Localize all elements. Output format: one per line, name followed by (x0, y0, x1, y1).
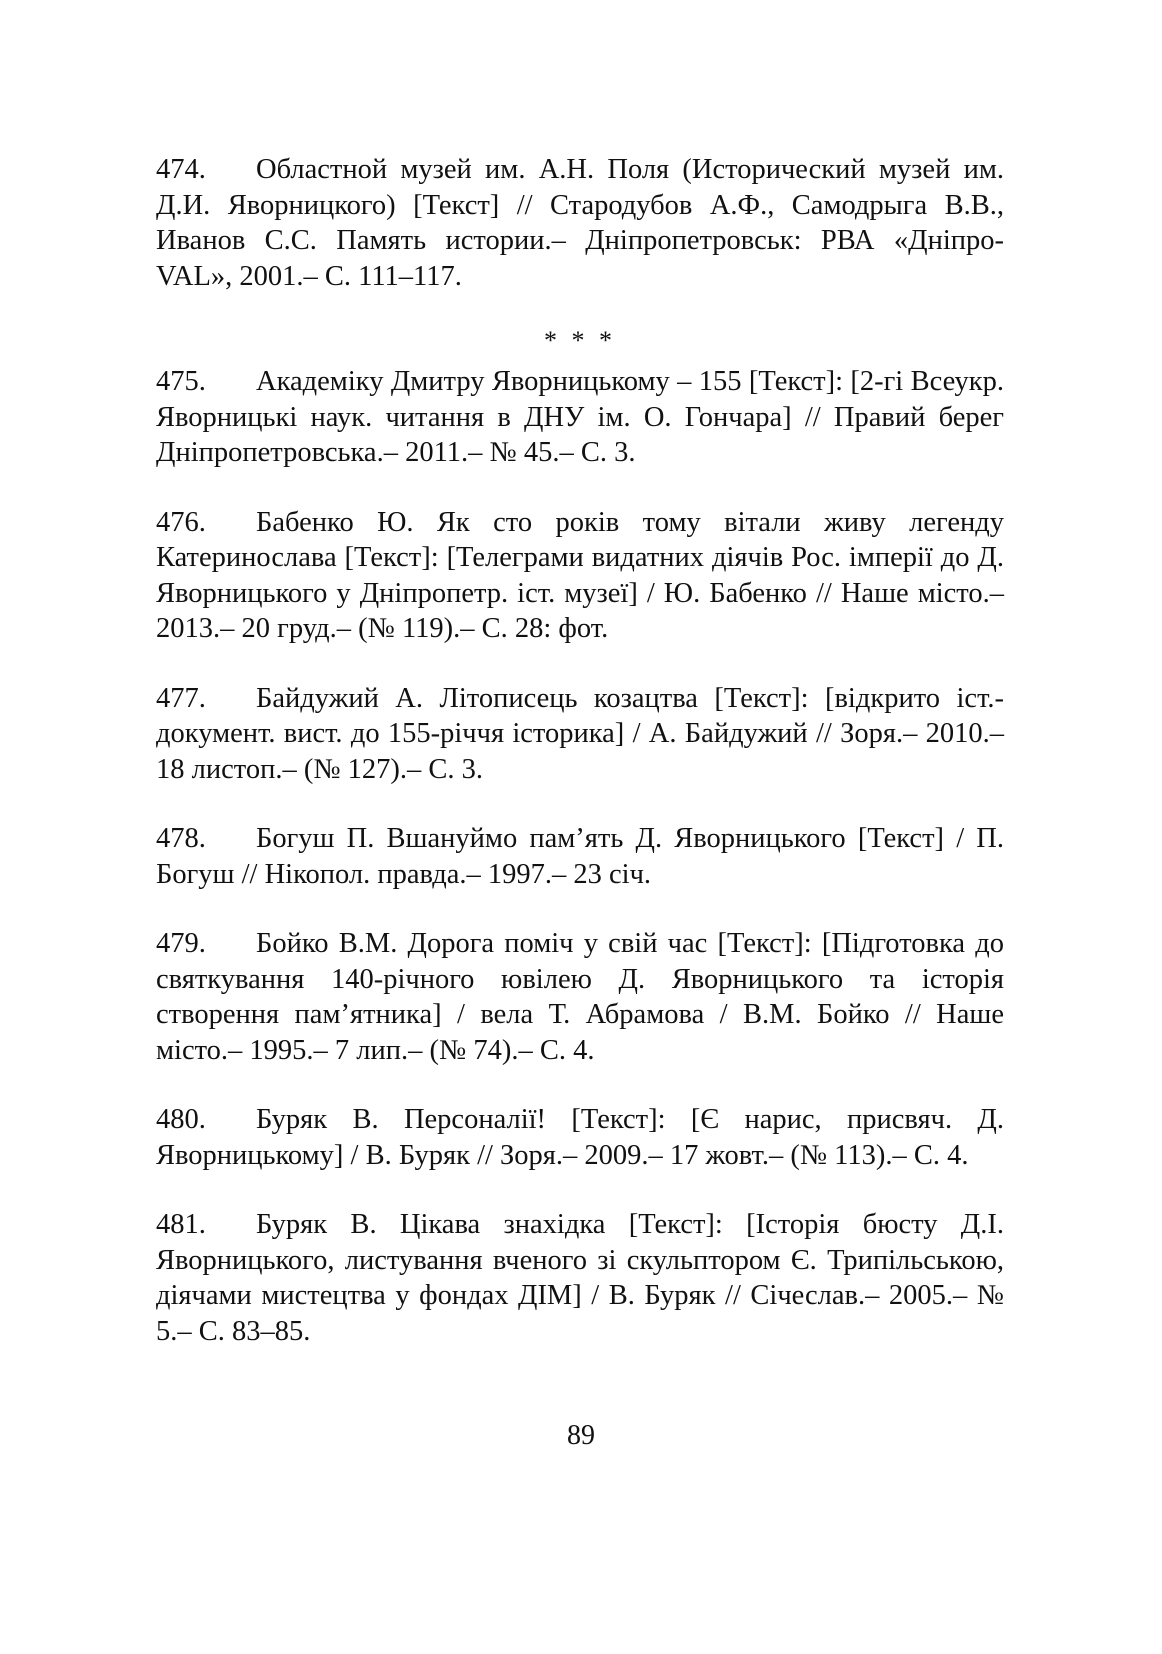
entry-text: Буряк В. Персоналії! [Текст]: [Є нарис, присвяч. Д. Яворницькому] / В. Буряк // Зоря.– 2009.– 17 жовт.– (№ 113).– С. 4. (156, 1104, 1004, 1171)
entry-number: 480. (156, 1104, 206, 1135)
entry-text: Бойко В.М. Дорога поміч у свій час [Текст]: [Підготовка до святкування 140-річного ювілею Д. Яворницького та історія створення пам’ятника] / вела Т. Абрамова / В.М. Бойко // Наше місто.– 1995.– 7 лип.– (№ 74).– С. 4. (156, 928, 1004, 1066)
bibliography-entry-481 (156, 1207, 1004, 1349)
bibliography-entry-480 (156, 1102, 1004, 1173)
bibliography-entry-475 (156, 364, 1004, 471)
bibliography-entry-478 (156, 821, 1004, 892)
entry-number: 474. (156, 154, 206, 185)
entry-number: 478. (156, 823, 206, 854)
entry-number: 476. (156, 506, 206, 538)
entry-text: Бабенко Ю. Як сто років тому вітали живу легенду Катеринослава [Текст]: [Телеграми видатних діячів Рос. імперії до Д. Яворницького у Дніпропетр. іст. музеї] / Ю. Бабенко // Наше місто.– 2013.– 20 груд.– (№ 119).– С. 28: фот. (156, 506, 1004, 644)
entry-text: Областной музей им. А.Н. Поля (Исторический музей им. Д.И. Яворницкого) [Текст] // Стародубов А.Ф., Самодрыга В.В., Иванов С.С. Память истории.– Дніпропетровськ: РВА «Дніпро-VAL», 2001.– С. 111–117. (156, 154, 1004, 292)
bibliography-list (156, 152, 1004, 1383)
page-number: 89 (567, 1420, 595, 1451)
bibliography-entry-474 (156, 152, 1004, 294)
entry-number: 481. (156, 1209, 206, 1240)
bibliography-entry-477 (156, 681, 1004, 788)
entry-text: Богуш П. Вшануймо пам’ять Д. Яворницького [Текст] / П. Богуш // Нікопол. правда.– 1997.– 23 січ. (156, 823, 1004, 890)
entry-text: Академіку Дмитру Яворницькому – 155 [Текст]: [2-гі Всеукр. Яворницькі наук. читання в ДНУ ім. О. Гончара] // Правий берег Дніпропетровська.– 2011.– № 45.– С. 3. (156, 366, 1004, 468)
entry-number: 479. (156, 928, 206, 959)
entry-number: 477. (156, 682, 206, 714)
entry-text: Байдужий А. Літописець козацтва [Текст]: [відкрито іст.-документ. вист. до 155-річчя історика] / А. Байдужий // Зоря.– 2010.– 18 листоп.– (№ 127).– С. 3. (156, 682, 1004, 785)
entry-number: 475. (156, 366, 206, 397)
section-separator: * * * (544, 326, 616, 355)
bibliography-entry-479 (156, 926, 1004, 1068)
entry-text: Буряк В. Цікава знахідка [Текст]: [Історія бюсту Д.І. Яворницького, листування вченого зі скульптором Є. Трипільською, діячами мистецтва у фондах ДІМ] / В. Буряк // Січеслав.– 2005.– № 5.– С. 83–85. (156, 1209, 1004, 1347)
bibliography-entry-476 (156, 505, 1004, 647)
